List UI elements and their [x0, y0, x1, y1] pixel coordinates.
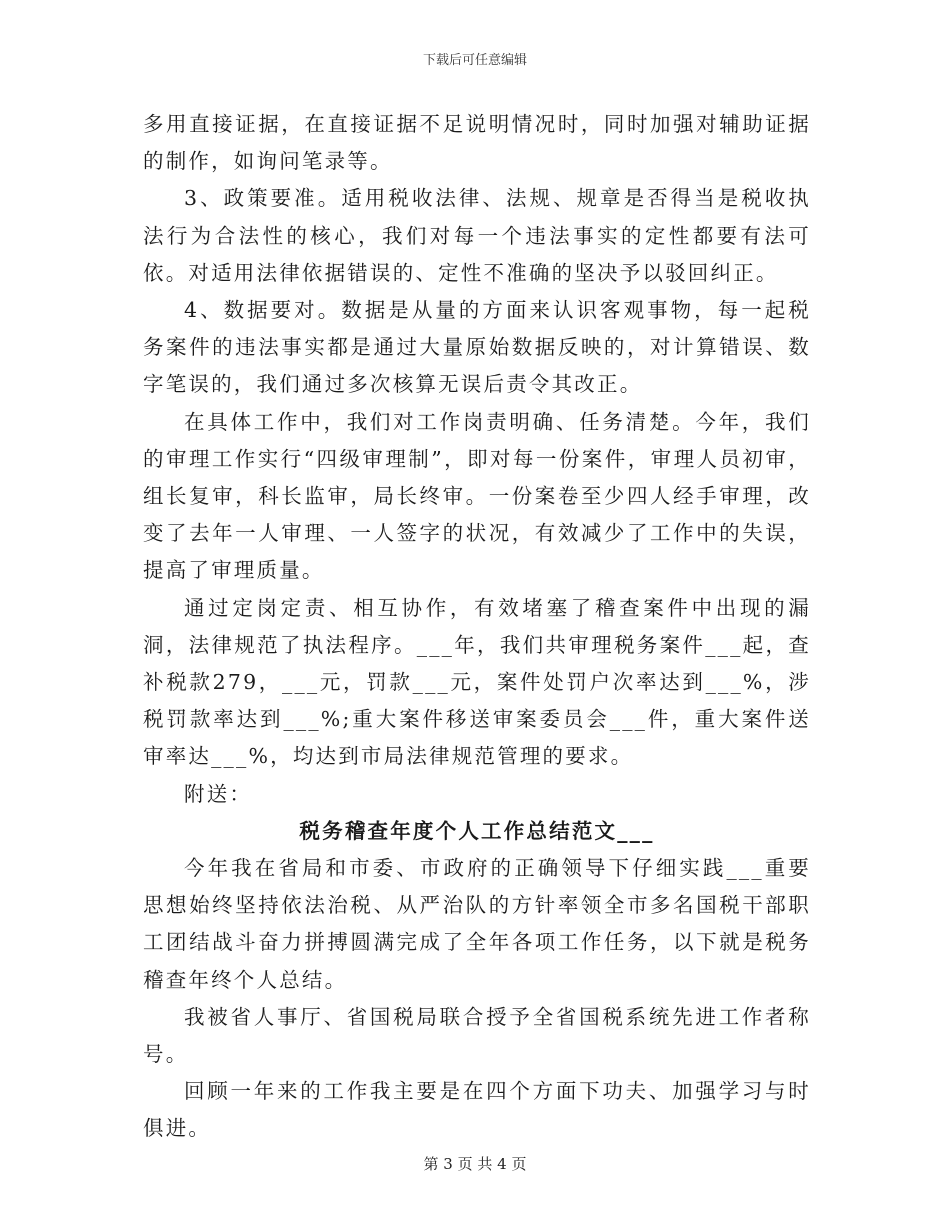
page-number: 第 3 页 共 4 页: [423, 1155, 527, 1173]
paragraph-summary-intro: 今年我在省局和市委、市政府的正确领导下仔细实践___重要思想始终坚持依法治税、从严治队的方针率领全市多名国税干部职工团结战斗奋力拼搏圆满完成了全年各项工作任务，以下就是税务稽查年终个人总结。: [143, 856, 811, 992]
paragraph-policy: 3、政策要准。适用税收法律、法规、规章是否得当是税收执法行为合法性的核心，我们对每一个违法事实的定性都要有法可依。对适用法律依据错误的、定性不准确的坚决予以驳回纠正。: [143, 186, 811, 285]
paragraph-data: 4、数据要对。数据是从量的方面来认识客观事物，每一起税务案件的违法事实都是通过大量原始数据反映的，对计算错误、数字笔误的，我们通过多次核算无误后责令其改正。: [143, 298, 811, 397]
document-body: [143, 106, 811, 1148]
section-title: 税务稽查年度个人工作总结范文___: [299, 818, 655, 843]
page-header: 下载后可任意编辑: [422, 53, 527, 68]
paragraph-review-system: 在具体工作中，我们对工作岗责明确、任务清楚。今年，我们的审理工作实行“四级审理制”，即对每一份案件，审理人员初审，组长复审，科长监审，局长终审。一份案卷至少四人经手审理，改变了去年一人审理、一人签字的状况，有效减少了工作中的失误，提高了审理质量。: [143, 409, 811, 583]
paragraph-evidence-continuation: 多用直接证据，在直接证据不足说明情况时，同时加强对辅助证据的制作，如询问笔录等。: [143, 112, 811, 174]
paragraph-review: 回顾一年来的工作我主要是在四个方面下功夫、加强学习与时俱进。: [143, 1079, 811, 1141]
paragraph-award: 我被省人事厅、省国税局联合授予全省国税系统先进工作者称号。: [143, 1004, 811, 1067]
paragraph-attachment-label: 附送：: [184, 781, 253, 806]
paragraph-statistics: 通过定岗定责、相互协作，有效堵塞了稽查案件中出现的漏洞，法律规范了执法程序。___年，我们共审理税务案件___起，查补税款279，___元，罚款___元，案件处罚户次率达到___%，涉税罚款率达到___%;重大案件移送审案委员会___件，重大案件送审率达___%，均达到市局法律规范管理的要求。: [143, 595, 811, 769]
